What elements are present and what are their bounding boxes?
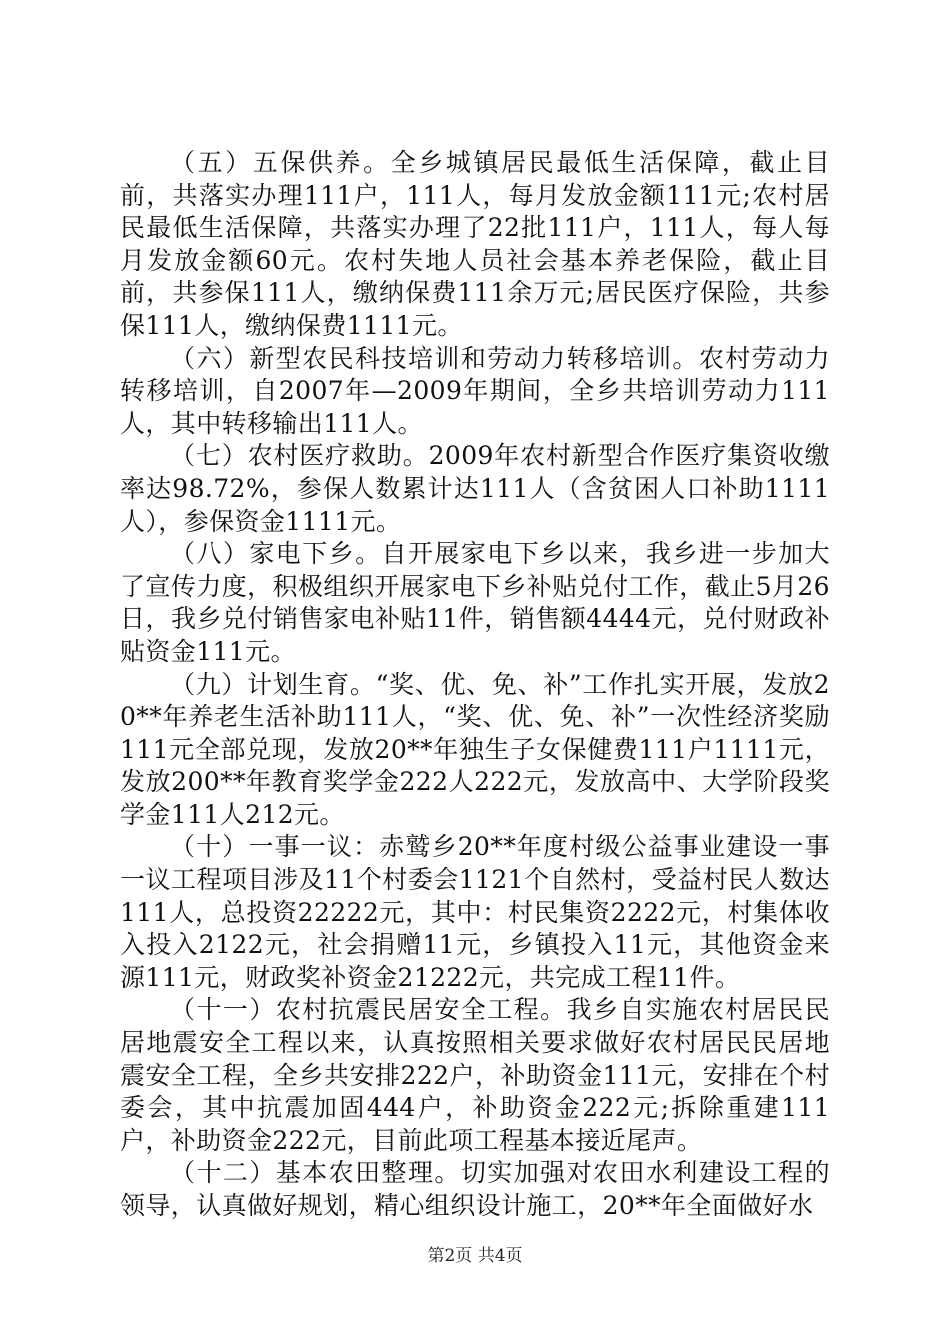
paragraph-farmland: （十二）基本农田整理。切实加强对农田水利建设工程的领导，认真做好规划，精心组织设计施工，20**年全面做好水 xyxy=(120,1158,830,1220)
paragraph-family-planning: （九）计划生育。“奖、优、免、补”工作扎实开展，发放20**年养老生活补助111人，“奖、优、免、补”一次性经济奖励111元全部兑现，发放20**年独生子女保健费111户1111元，发放200**年教育奖学金222人222元，发放高中、大学阶段奖学金111人212元。 xyxy=(120,669,830,829)
paragraph-wubao: （五）五保供养。全乡城镇居民最低生活保障，截止目前，共落实办理111户，111人，每月发放金额111元;农村居民最低生活保障，共落实办理了22批111户，111人，每人每月发放金额60元。农村失地人员社会基本养老保险，截止目前，共参保111人，缴纳保费111余万元;居民医疗保险，共参保111人，缴纳保费1111元。 xyxy=(120,148,830,340)
page-footer: 第2页 共4页 xyxy=(427,1246,523,1266)
document-body xyxy=(120,147,830,1223)
paragraph-public-works: （十）一事一议：赤鹫乡20**年度村级公益事业建设一事一议工程项目涉及11个村委会1121个自然村，受益村民人数达111人，总投资22222元，其中：村民集资2222元，村集体收入投入2122元，社会捐赠11元，乡镇投入11元，其他资金来源111元，财政奖补资金21222元，共完成工程11件。 xyxy=(120,832,830,992)
paragraph-appliances: （八）家电下乡。自开展家电下乡以来，我乡进一步加大了宣传力度，积极组织开展家电下乡补贴兑付工作，截止5月26日，我乡兑付销售家电补贴11件，销售额4444元，兑付财政补贴资金111元。 xyxy=(120,539,830,666)
paragraph-training: （六）新型农民科技培训和劳动力转移培训。农村劳动力转移培训，自2007年—2009年期间，全乡共培训劳动力111人，其中转移输出111人。 xyxy=(120,343,830,438)
paragraph-medical-aid: （七）农村医疗救助。2009年农村新型合作医疗集资收缴率达98.72%，参保人数累计达111人（含贫困人口补助1111人），参保资金1111元。 xyxy=(120,441,830,536)
paragraph-earthquake-safety: （十一）农村抗震民居安全工程。我乡自实施农村居民民居地震安全工程以来，认真按照相关要求做好农村居民民居地震安全工程，全乡共安排222户，补助资金111元，安排在个村委会，其中抗震加固444户，补助资金222元;拆除重建111户，补助资金222元，目前此项工程基本接近尾声。 xyxy=(120,995,830,1155)
